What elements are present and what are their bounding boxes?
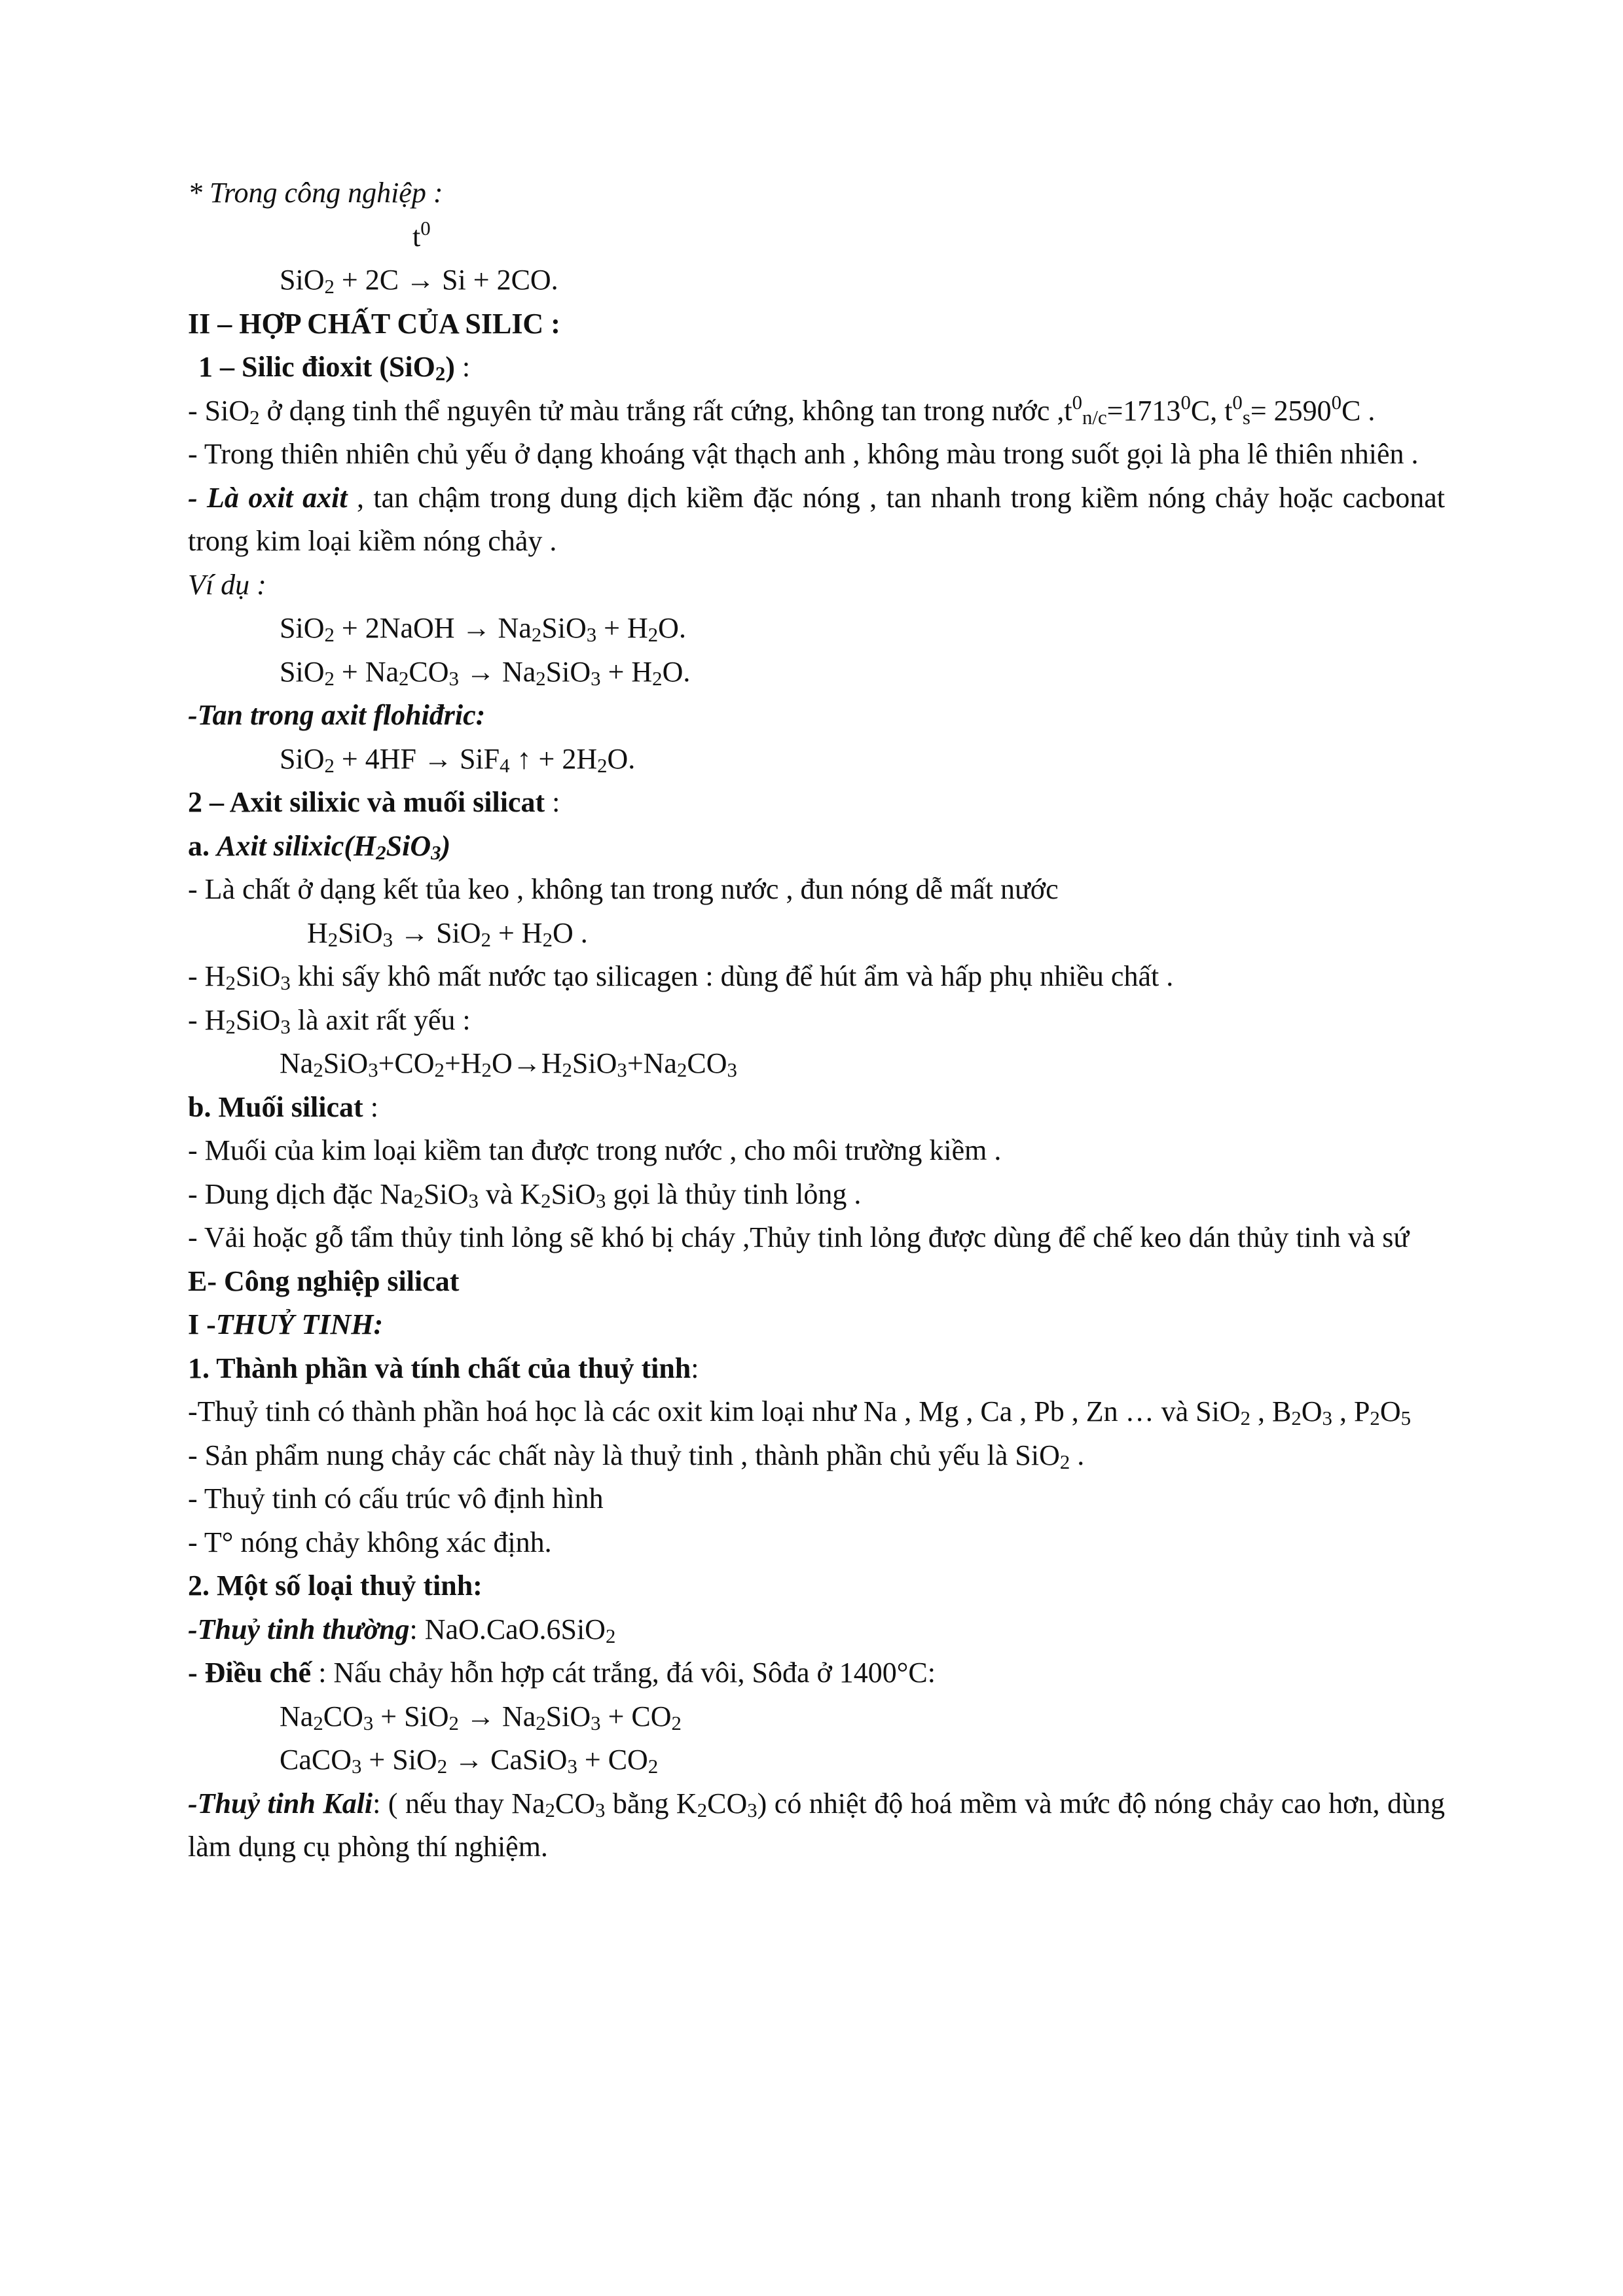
equation-sio2-na2co3: $SiO_2 + Na_2CO_3 \to Na_2SiO_3 + H_2O$. <box>280 655 691 690</box>
glass-structure: - Thuỷ tinh có cấu trúc vô định hình <box>188 1482 604 1515</box>
glass-preparation: - Điều chế : Nấu chảy hỗn hợp cát trắng, đá vôi, Sôđa ở 1400°C: <box>188 1657 936 1689</box>
heading-glass-types: 2. Một số loại thuỷ tinh: <box>188 1570 483 1602</box>
section-silicate-industry: E- Công nghiệp silicat <box>188 1265 460 1297</box>
liquid-glass-note: - Dung dịch đặc $Na_2SiO_3$ và $K_2SiO_3$ gọi là thủy tinh lỏng . <box>188 1177 862 1212</box>
glass-product: - Sản phẩm nung chảy các chất này là thuỷ tinh , thành phần chủ yếu là SiO$_2$ . <box>188 1439 1085 1473</box>
potassium-glass: -Thuỷ tinh Kali: ( nếu thay $Na_2CO_3$ bằng $K_2CO_3$) có nhiệt độ hoá mềm và mức độ nóng chảy cao hơn, dùng làm dụng cụ phòng thí nghiệm. <box>188 1787 1446 1863</box>
heading-silicate-salts: b. Muối silicat : <box>188 1090 378 1123</box>
equation-caco3-sio2: CaCO$_3$ + SiO$_2$ → CaSiO$_3$ + $CO_2$ <box>280 1744 659 1778</box>
equation-h2sio3-decomposition: $H_2SiO_3 \to SiO_2 + H_2O$ . <box>307 916 588 951</box>
sio2-nature: - Trong thiên nhiên chủ yếu ở dạng khoáng vật thạch anh , không màu trong suốt gọi là pha lê thiên nhiên . <box>188 438 1419 470</box>
glass-melting-point: - T° nóng chảy không xác định. <box>188 1526 552 1558</box>
document-page <box>188 171 1445 1869</box>
liquid-glass-uses: - Vải hoặc gỗ tẩm thủy tinh lỏng sẽ khó bị cháy ,Thủy tinh lỏng được dùng để chế keo dán thủy tinh và sứ <box>188 1221 1410 1253</box>
example-label: Ví dụ : <box>188 568 266 601</box>
heading-glass: I -THUỶ TINH: <box>188 1308 384 1340</box>
glass-composition: -Thuỷ tinh có thành phần hoá học là các oxit kim loại như Na , Mg , Ca , Pb , Zn … và SiO$_2$ , $B_2O_3$ , $P_2O_5$ <box>188 1395 1412 1430</box>
equation-sio2-hf: SiO$_2$ + 4HF → SiF$_4$ ↑ + $2H_2O$. <box>280 742 636 777</box>
heading-glass-composition: 1. Thành phần và tính chất của thuỷ tinh: <box>188 1352 699 1384</box>
silicate-solubility: - Muối của kim loại kiềm tan được trong nước , cho môi trường kiềm . <box>188 1134 1002 1166</box>
hf-solubility-heading: -Tan trong axit flohiđric: <box>188 699 486 731</box>
heading-silicon-dioxide: 1 – Silic đioxit (SiO$_2$) : <box>198 351 471 386</box>
sio2-properties: - SiO$_2$ ở dạng tinh thể nguyên tử màu trắng rất cứng, không tan trong nước $,t^0_{n/c}=1713^0C$, $t^0_s= 2590^0C$ . <box>188 391 1376 429</box>
heading-silicic-acid-silicate: 2 – Axit silixic và muối silicat : <box>188 786 560 818</box>
section-silicon-compounds: II – HỢP CHẤT CỦA SILIC : <box>188 307 560 340</box>
silicagel-note: - $H_2SiO_3$ khi sấy khô mất nước tạo silicagen : dùng để hút ẩm và hấp phụ nhiều chất . <box>188 960 1174 995</box>
equation-sio2-naoh: SiO$_2$ + 2NaOH → $Na_2SiO_3 + H_2O$. <box>280 612 686 647</box>
sio2-acidic-oxide: - Là oxit axit , tan chậm trong dung dịch kiềm đặc nóng , tan nhanh trong kiềm nóng chảy hoặc cacbonat trong kim loại kiềm nóng chảy . <box>188 481 1445 557</box>
equation-na2sio3-co2: $Na_2SiO_3+CO_2+H_2O\to H_2SiO_3+Na_2CO_3$ <box>280 1047 737 1082</box>
industry-heading: * Trong công nghiệp : <box>188 177 443 209</box>
equation-na2co3-sio2: $Na_2CO_3 + SiO_2 \to Na_2SiO_3 + CO_2$ <box>280 1700 682 1734</box>
heading-silicic-acid: a. Axit $silixic(H_2SiO_3)$ <box>188 829 451 864</box>
ordinary-glass: -Thuỷ tinh thường: NaO.CaO.6SiO$_2$ <box>188 1613 616 1647</box>
weak-acid-note: - $H_2SiO_3$ là axit rất yếu : <box>188 1003 471 1038</box>
silicic-acid-description: - Là chất ở dạng kết tủa keo , không tan trong nước , đun nóng dễ mất nước <box>188 873 1059 905</box>
temperature-condition: $t^0$ <box>412 217 431 253</box>
equation-sio2-carbon: SiO$_2$ + 2C → Si + 2CO. <box>280 264 558 298</box>
